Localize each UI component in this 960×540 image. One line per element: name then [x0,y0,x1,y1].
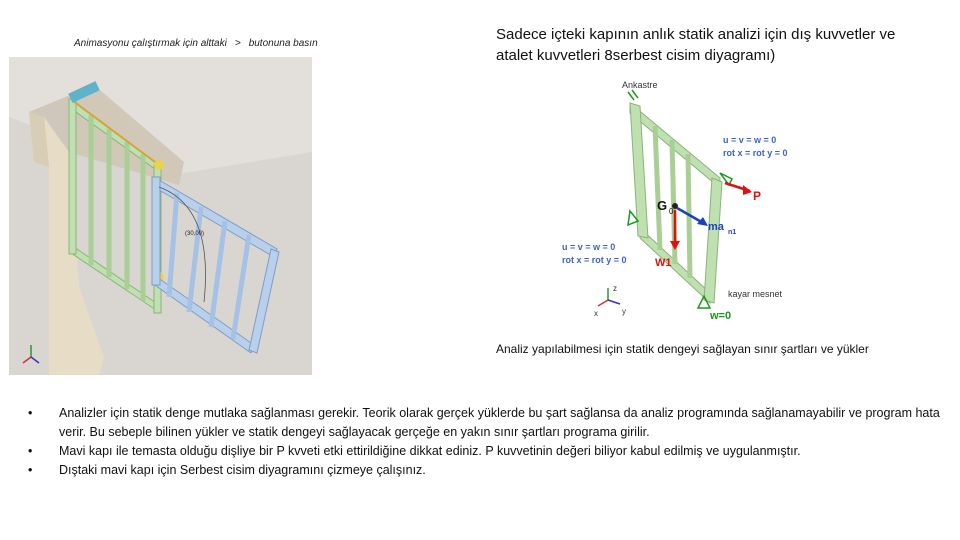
g-sub: 0 [669,207,674,216]
bullet-icon: • [28,406,33,420]
force-p-label: P [753,189,762,203]
list-item [28,461,943,480]
bullet-list [28,404,943,480]
list-item [28,404,943,442]
gate-animation-figure[interactable] [9,57,312,375]
w0-label: w=0 [710,310,732,322]
axis-y: y [622,307,626,316]
bullet-icon: • [28,463,33,477]
list-item-text: Analizler için statik denge mutlaka sağlanması gerekir. Teorik olarak gerçek yüklerde bu şart sağlansa da analiz programında sağlanamayabilir ve program hata verir. Bu sebeple bilinen yükler ve statik dengeyi sağlayacak gerçeğe en yakın sınır şartları programa girilir. [59,406,940,439]
g-label: G [657,198,668,213]
animation-caption-suffix: butonuna basın [248,38,318,49]
man-label: ma [708,221,724,233]
animation-caption [74,38,318,49]
free-body-diagram [560,78,810,323]
list-item-text: Dıştaki mavi kapı için Serbest cisim diyagramını çizmeye çalışınız. [59,463,426,477]
bottom-conditions-line1: u = v = w = 0 [562,242,616,252]
axis-x: x [594,309,598,318]
ankastre-label: Ankastre [622,80,658,90]
axis-z: z [613,284,617,293]
list-item-text: Mavi kapı ile temasta olduğu dişliye bir P kvveti etki ettirildiğine dikkat ediniz. P kuvvetinin değeri biliyor kabul edilmiş ve uygulanmıştır. [59,444,801,458]
gear-joint [154,160,164,170]
bottom-conditions-line2: rot x = rot y = 0 [562,255,627,265]
slide-title: Sadece içteki kapının anlık statik analizi için dış kuvvetler ve atalet kuvvetleri 8serbest cisim diyagramı) [496,26,896,64]
weight-label: W1 [655,257,672,269]
figure-caption: Analiz yapılabilmesi için statik dengeyi sağlayan sınır şartları ve yükler [496,342,869,356]
angle-label: (30,00) [185,231,205,237]
top-conditions-line1: u = v = w = 0 [723,135,777,145]
man-sub: n1 [728,229,737,236]
animation-caption-text: Animasyonu çalıştırmak için alttaki [74,38,227,49]
bullet-icon: • [28,444,33,458]
list-item [28,442,943,461]
play-arrow-icon[interactable]: > [234,38,241,49]
top-conditions-line2: rot x = rot y = 0 [723,148,788,158]
kayar-label: kayar mesnet [728,289,783,299]
